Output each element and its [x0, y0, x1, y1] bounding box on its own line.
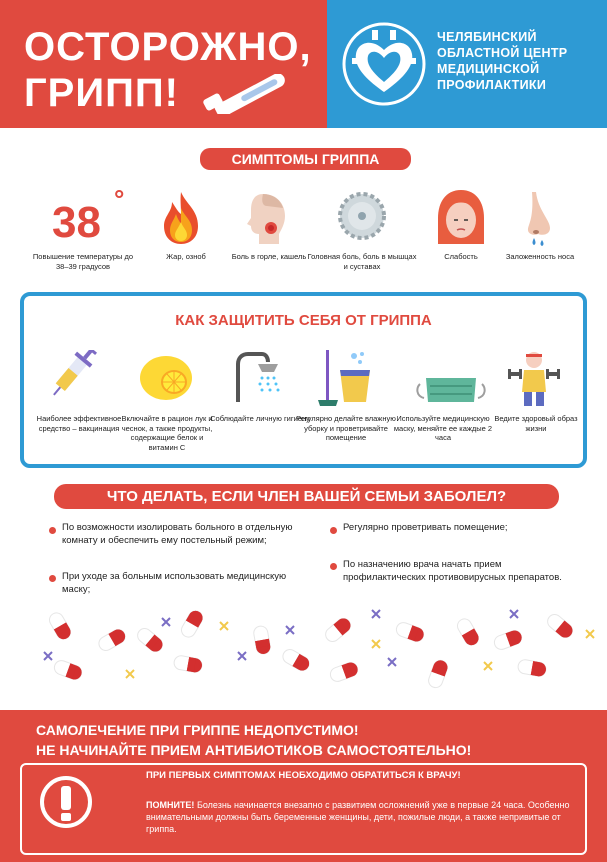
weak-face-icon: [436, 188, 486, 246]
org-line-2: ОБЛАСТНОЙ ЦЕНТР: [437, 46, 568, 60]
symptoms-title: СИМПТОМЫ ГРИППА: [200, 148, 411, 170]
bullet: [330, 527, 337, 534]
title-line-1: ОСТОРОЖНО,: [24, 25, 312, 69]
protect-label: Используйте медицинскую маску, меняйте ее каждые 2 часа: [393, 414, 493, 442]
call-doctor-text: ПРИ ПЕРВЫХ СИМПТОМАХ НЕОБХОДИМО ОБРАТИТЬСЯ К ВРАЧУ!: [146, 770, 461, 781]
thermometer-icon: [200, 74, 300, 114]
remember-strong: ПОМНИТЕ!: [146, 800, 195, 810]
bullet: [330, 563, 337, 570]
temperature-value: 38: [52, 198, 101, 247]
warning-line-1: САМОЛЕЧЕНИЕ ПРИ ГРИППЕ НЕДОПУСТИМО!: [36, 722, 359, 738]
symptom-label: Жар, озноб: [166, 252, 206, 261]
org-line-3: МЕДИЦИНСКОЙ: [437, 62, 540, 76]
protect-label: Наиболее эффективное средство – вакцинация: [36, 414, 122, 433]
protect-label: Соблюдайте личную гигиену: [210, 414, 310, 423]
bottom-warning: [36, 720, 471, 760]
lemon-icon: [138, 352, 194, 404]
warning-line-2: НЕ НАЧИНАЙТЕ ПРИЕМ АНТИБИОТИКОВ САМОСТОЯТЕЛЬНО!: [36, 742, 472, 758]
shower-icon: [232, 352, 286, 404]
headache-icon: [336, 190, 388, 242]
nose-icon: [520, 190, 560, 246]
header: [0, 0, 607, 128]
symptom-label: Заложенность носа: [505, 252, 575, 261]
family-item: При уходе за больным использовать медицинскую маску;: [62, 571, 287, 595]
symptom-label: Слабость: [444, 252, 478, 261]
mask-icon: [416, 370, 486, 410]
symptom-label: Повышение температуры до 38–39 градусов: [32, 252, 134, 271]
sport-icon: [508, 348, 560, 408]
org-line-1: ЧЕЛЯБИНСКИЙ: [437, 30, 537, 44]
title-line-2: ГРИПП!: [24, 71, 179, 115]
symptom-label: Головная боль, боль в мышцах и суставах: [307, 252, 417, 271]
sore-throat-icon: [243, 190, 293, 246]
remember-body: Болезнь начинается внезапно с развитием осложнений уже в первые 24 часа. Особенно внимательными должны быть беременные женщины, дети, пожилые люди, а также непривитые от гриппа.: [146, 800, 570, 834]
protect-title: КАК ЗАЩИТИТЬ СЕБЯ ОТ ГРИППА: [175, 312, 432, 329]
org-name: [437, 29, 567, 93]
family-item: По назначению врача начать прием профилактических противовирусных препаратов.: [343, 559, 562, 583]
pills-decoration: [0, 600, 607, 700]
logo-icon: [342, 22, 426, 106]
family-title: ЧТО ДЕЛАТЬ, ЕСЛИ ЧЛЕН ВАШЕЙ СЕМЬИ ЗАБОЛЕЛ?: [54, 484, 559, 509]
syringe-icon: [38, 350, 98, 406]
temperature-degree: °: [114, 184, 125, 214]
remember-text: [146, 799, 578, 835]
exclamation-icon: [40, 776, 92, 828]
org-line-4: ПРОФИЛАКТИКИ: [437, 78, 547, 92]
fire-icon: [158, 190, 204, 246]
protect-label: Ведите здоровый образ жизни: [494, 414, 578, 433]
protect-label: Включайте в рацион лук и чеснок, а также продукты, содержащие белок и витамин С: [121, 414, 213, 452]
symptom-label: Боль в горле, кашель: [231, 252, 307, 261]
family-item: Регулярно проветривать помещение;: [343, 522, 508, 533]
bullet: [49, 575, 56, 582]
bullet: [49, 527, 56, 534]
bucket-mop-icon: [310, 346, 374, 408]
family-item: По возможности изолировать больного в отдельную комнату и обеспечить ему постельный режим;: [62, 522, 293, 546]
protect-label: Регулярно делайте влажную уборку и проветривайте помещение: [296, 414, 396, 442]
